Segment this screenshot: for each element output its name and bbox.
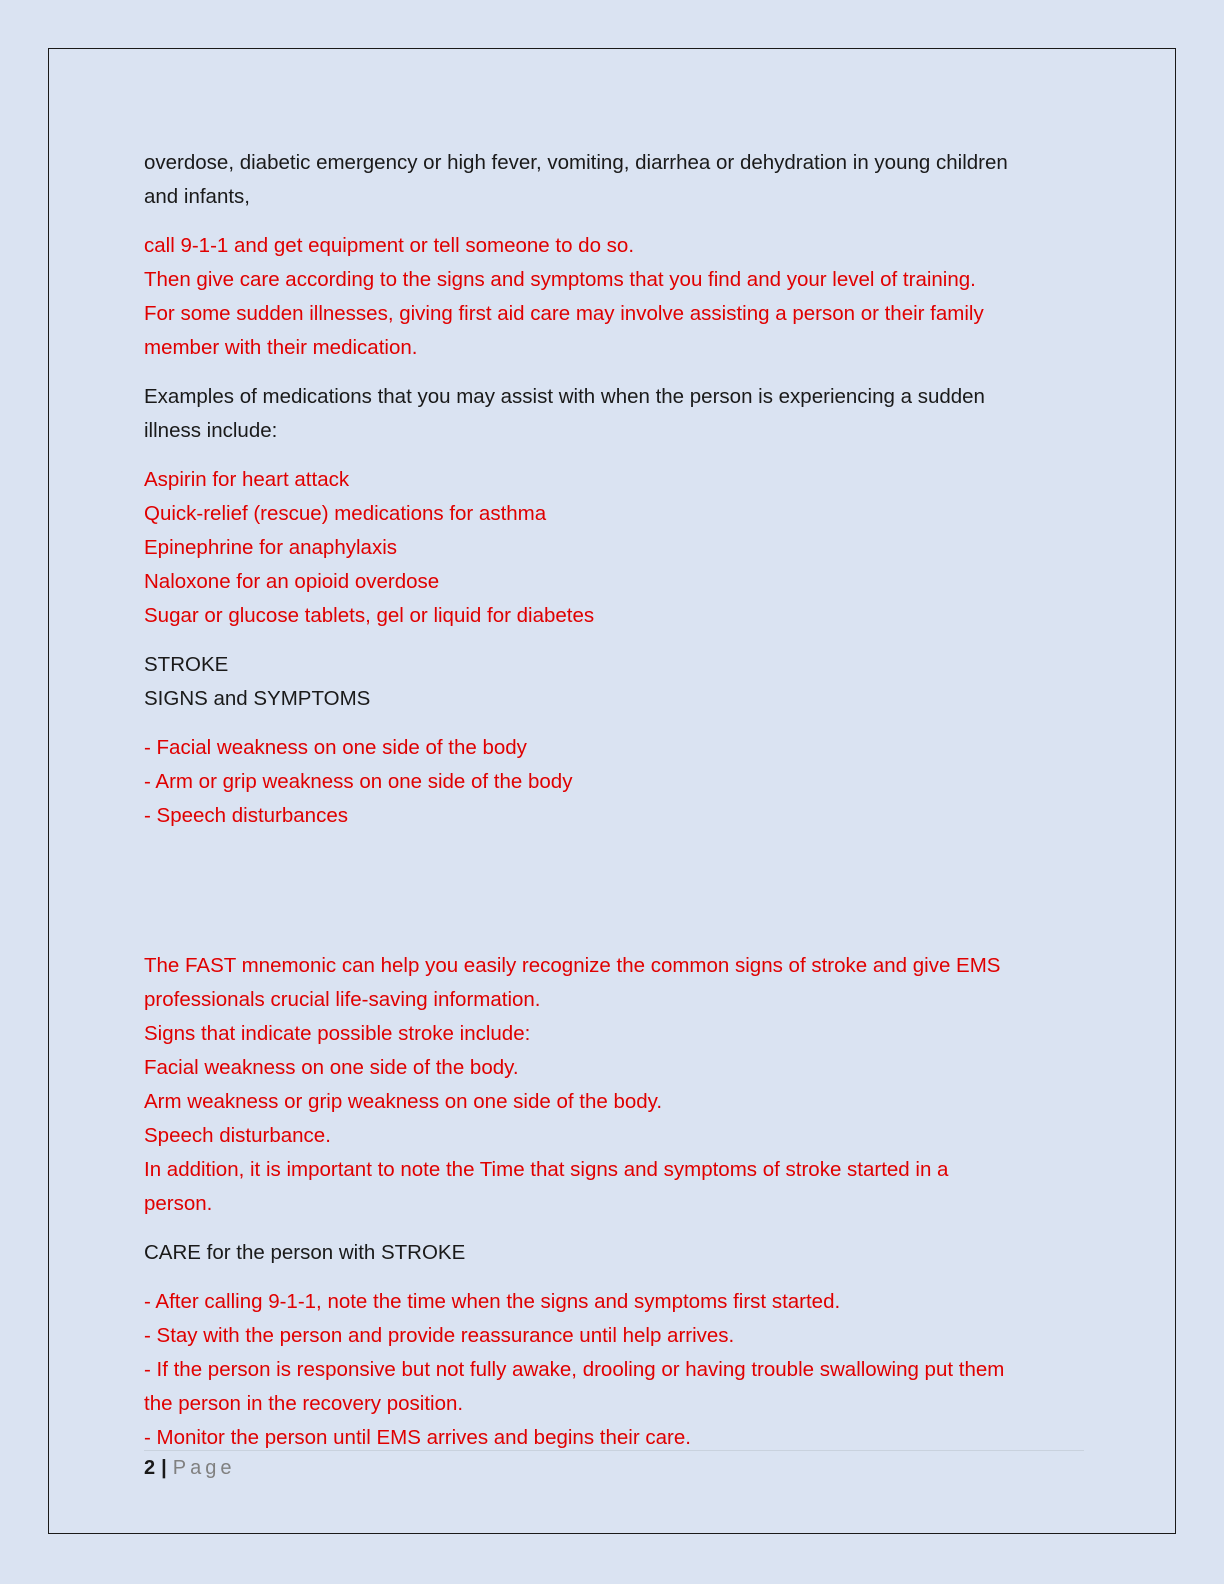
- list-item: the person in the recovery position.: [144, 1392, 464, 1415]
- text-line: member with their medication.: [144, 336, 418, 359]
- list-item: Epinephrine for anaphylaxis: [144, 536, 397, 559]
- care-heading: [144, 1236, 1084, 1270]
- page-label: Page: [172, 1457, 236, 1479]
- blank-space: [144, 848, 1084, 949]
- section-heading: STROKE: [144, 653, 229, 676]
- text-line: Signs that indicate possible stroke include:: [144, 1022, 531, 1045]
- stroke-signs-list: [144, 731, 1084, 833]
- text-line: overdose, diabetic emergency or high fever, vomiting, diarrhea or dehydration in young children: [144, 151, 1008, 174]
- text-line: Arm weakness or grip weakness on one side of the body.: [144, 1090, 663, 1113]
- document-body: [144, 146, 1084, 1470]
- list-item: Quick-relief (rescue) medications for asthma: [144, 502, 547, 525]
- list-item: - Facial weakness on one side of the body: [144, 736, 527, 759]
- list-item: Naloxone for an opioid overdose: [144, 570, 440, 593]
- text-line: For some sudden illnesses, giving first aid care may involve assisting a person or their family: [144, 302, 984, 325]
- text-line: and infants,: [144, 185, 250, 208]
- page-footer: [144, 1453, 235, 1483]
- section-subheading: SIGNS and SYMPTOMS: [144, 687, 371, 710]
- text-line: Speech disturbance.: [144, 1124, 331, 1147]
- text-line: call 9-1-1 and get equipment or tell someone to do so.: [144, 234, 635, 257]
- text-line: The FAST mnemonic can help you easily recognize the common signs of stroke and give EMS: [144, 954, 1001, 977]
- paragraph-medication-examples: [144, 380, 1084, 448]
- list-item: - After calling 9-1-1, note the time when the signs and symptoms first started.: [144, 1290, 841, 1313]
- list-item: - If the person is responsive but not fully awake, drooling or having trouble swallowing put them: [144, 1358, 1005, 1381]
- text-line: Facial weakness on one side of the body.: [144, 1056, 519, 1079]
- paragraph-call-911: [144, 229, 1084, 365]
- text-line: professionals crucial life-saving information.: [144, 988, 541, 1011]
- text-line: Examples of medications that you may assist with when the person is experiencing a sudden: [144, 385, 985, 408]
- list-item: - Speech disturbances: [144, 804, 348, 827]
- paragraph-fast-mnemonic: [144, 949, 1084, 1221]
- paragraph-intro: [144, 146, 1084, 214]
- section-heading: CARE for the person with STROKE: [144, 1241, 466, 1264]
- page-number: 2: [144, 1457, 156, 1479]
- text-line: Then give care according to the signs and symptoms that you find and your level of training.: [144, 268, 976, 291]
- stroke-heading: [144, 648, 1084, 716]
- text-line: illness include:: [144, 419, 278, 442]
- footer-divider: [144, 1450, 1084, 1451]
- list-item: - Stay with the person and provide reassurance until help arrives.: [144, 1324, 735, 1347]
- footer-separator: |: [161, 1457, 167, 1479]
- text-line: person.: [144, 1192, 213, 1215]
- list-item: Aspirin for heart attack: [144, 468, 350, 491]
- list-item: Sugar or glucose tablets, gel or liquid for diabetes: [144, 604, 595, 627]
- list-item: - Monitor the person until EMS arrives and begins their care.: [144, 1426, 691, 1449]
- medication-list: [144, 463, 1084, 633]
- text-line: In addition, it is important to note the Time that signs and symptoms of stroke started in a: [144, 1158, 949, 1181]
- care-steps-list: [144, 1285, 1084, 1455]
- list-item: - Arm or grip weakness on one side of the body: [144, 770, 573, 793]
